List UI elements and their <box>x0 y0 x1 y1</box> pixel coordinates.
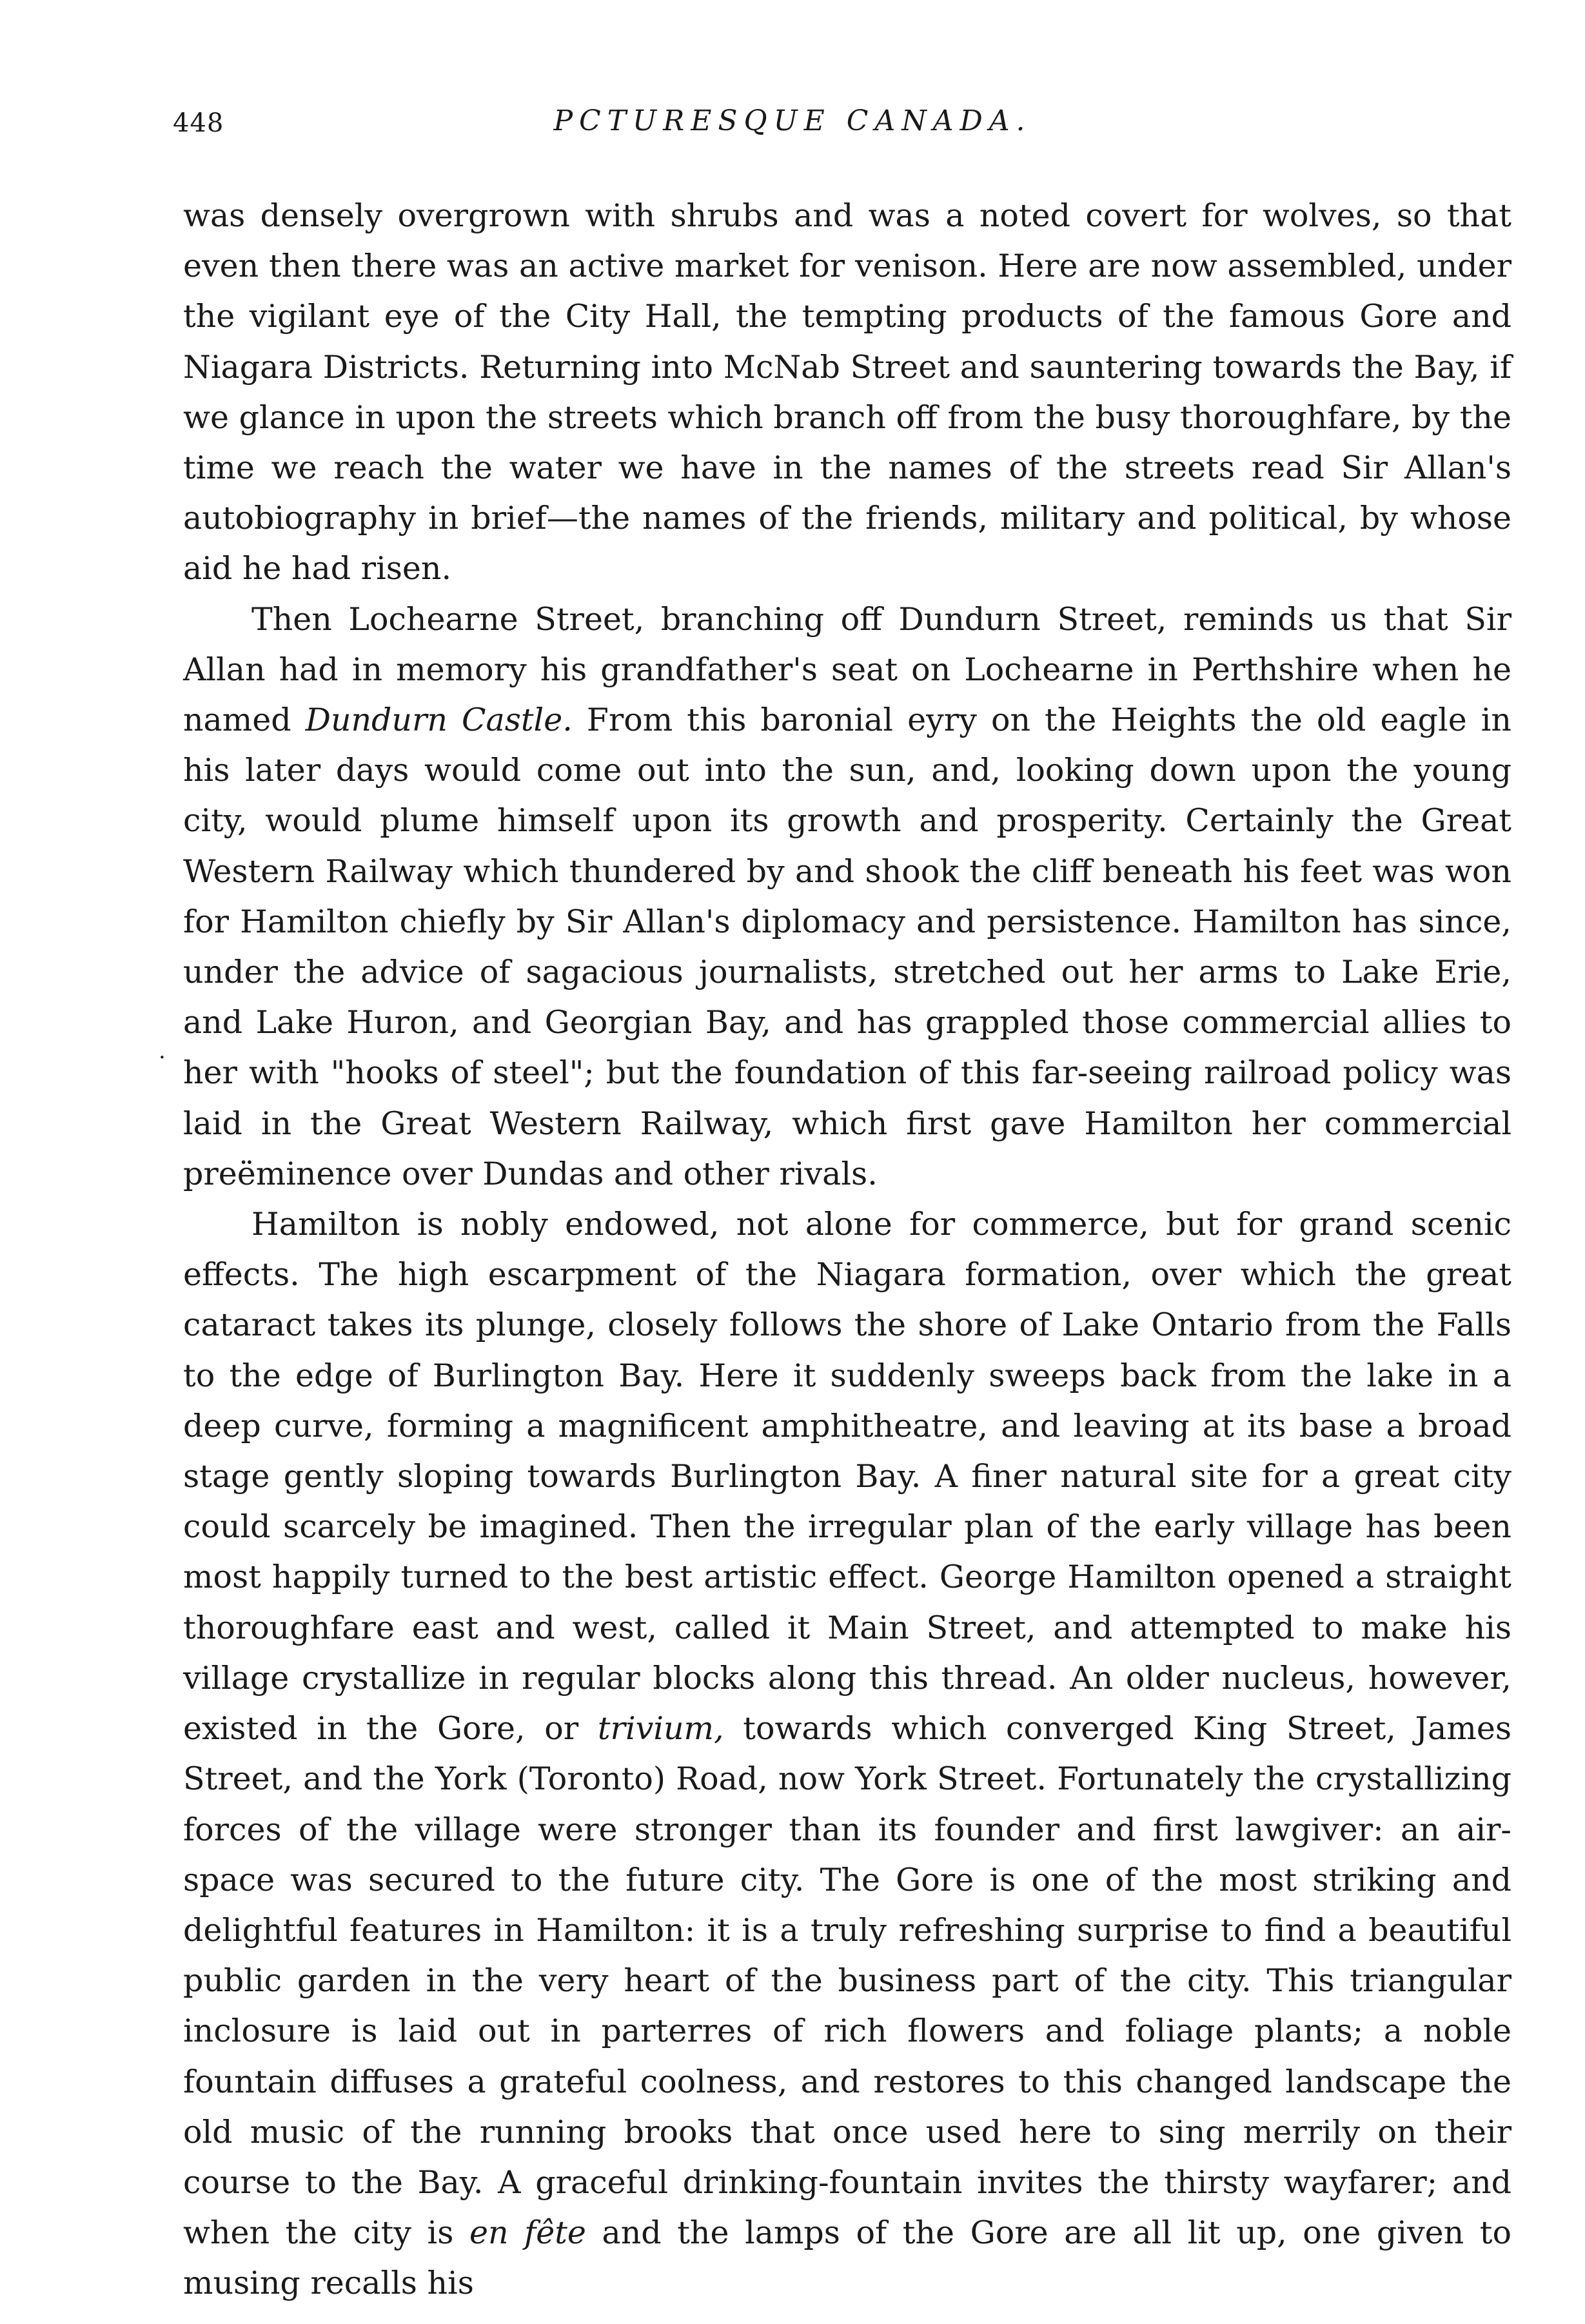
text-run: Then Lochearne Street, branching off Dundurn Street, reminds us that Sir Allan had in memory his grandfather's seat on Lochearne in Perthshire when he named <box>183 600 1511 739</box>
page-number: 448 <box>173 108 224 138</box>
text-run: Hamilton is nobly endowed, not alone for commerce, but for grand scenic effects. The high escarpment of the Niagara formation, over which the great cataract takes its plunge, closely follows the shore of Lake Ontario from the Falls to the edge of Burlington Bay. Here it suddenly sweeps back from the lake in a deep curve, forming a magnificent amphitheatre, and leaving at its base a broad stage gently sloping towards Burlington Bay. A finer natural site for a great city could scarcely be imagined. Then the irregular plan of the early village has been most happily turned to the best artistic effect. George Hamilton opened a straight thoroughfare east and west, called it Main Street, and attempted to make his village crystallize in regular blocks along this thread. An older nucleus, however, existed in the Gore, or <box>183 1206 1511 1748</box>
italic-text: trivium, <box>597 1710 724 1748</box>
italic-text: en fête <box>469 2214 586 2252</box>
paragraph <box>183 191 1511 595</box>
margin-mark: · <box>159 1045 166 1070</box>
text-run: and the lamps of the Gore are all lit up, one given to musing recalls his <box>183 2214 1511 2302</box>
text-run: From this baronial eyry on the Heights the old eagle in his later days would come out into the sun, and, looking down upon the young city, would plume himself upon its growth and prosperity. Certainly the Great Western Railway which thundered by and shook the cliff beneath his feet was won for Hamilton chiefly by Sir Allan's diplomacy and persistence. Hamilton has since, under the advice of sagacious journalists, stretched out her arms to Lake Erie, and Lake Huron, and Georgian Bay, and has grappled those commercial allies to her with "hooks of steel"; but the foundation of this far-seeing railroad policy was laid in the Great Western Railway, which first gave Hamilton her commercial preëminence over Dundas and other rivals. <box>183 702 1511 1192</box>
text-run: was densely overgrown with shrubs and was a noted covert for wolves, so that even then there was an active market for venison. Here are now assembled, under the vigilant eye of the City Hall, the tempting products of the famous Gore and Niagara Districts. Returning into McNab Street and sauntering towards the Bay, if we glance in upon the streets which branch off from the busy thoroughfare, by the time we reach the water we have in the names of the streets read Sir Allan's autobiography in brief—the names of the friends, military and political, by whose aid he had risen. <box>183 197 1511 587</box>
body-text <box>183 191 1511 2309</box>
running-title: PCTURESQUE CANADA. <box>553 104 1032 137</box>
paragraph <box>183 1199 1511 2309</box>
text-run: towards which converged King Street, James Street, and the York (Toronto) Road, now York Street. Fortunately the crystallizing forces of the village were stronger than its founder and first lawgiver: an air-space was secured to the future city. The Gore is one of the most striking and delightful features in Hamilton: it is a truly refreshing surprise to find a beautiful public garden in the very heart of the business part of the city. This triangular inclosure is laid out in parterres of rich flowers and foliage plants; a noble fountain diffuses a grateful coolness, and restores to this changed landscape the old music of the running brooks that once used here to sing merrily on their course to the Bay. A graceful drinking-fountain invites the thirsty wayfarer; and when the city is <box>183 1710 1511 2252</box>
paragraph <box>183 595 1511 1199</box>
italic-text: Dundurn Castle. <box>305 702 573 739</box>
